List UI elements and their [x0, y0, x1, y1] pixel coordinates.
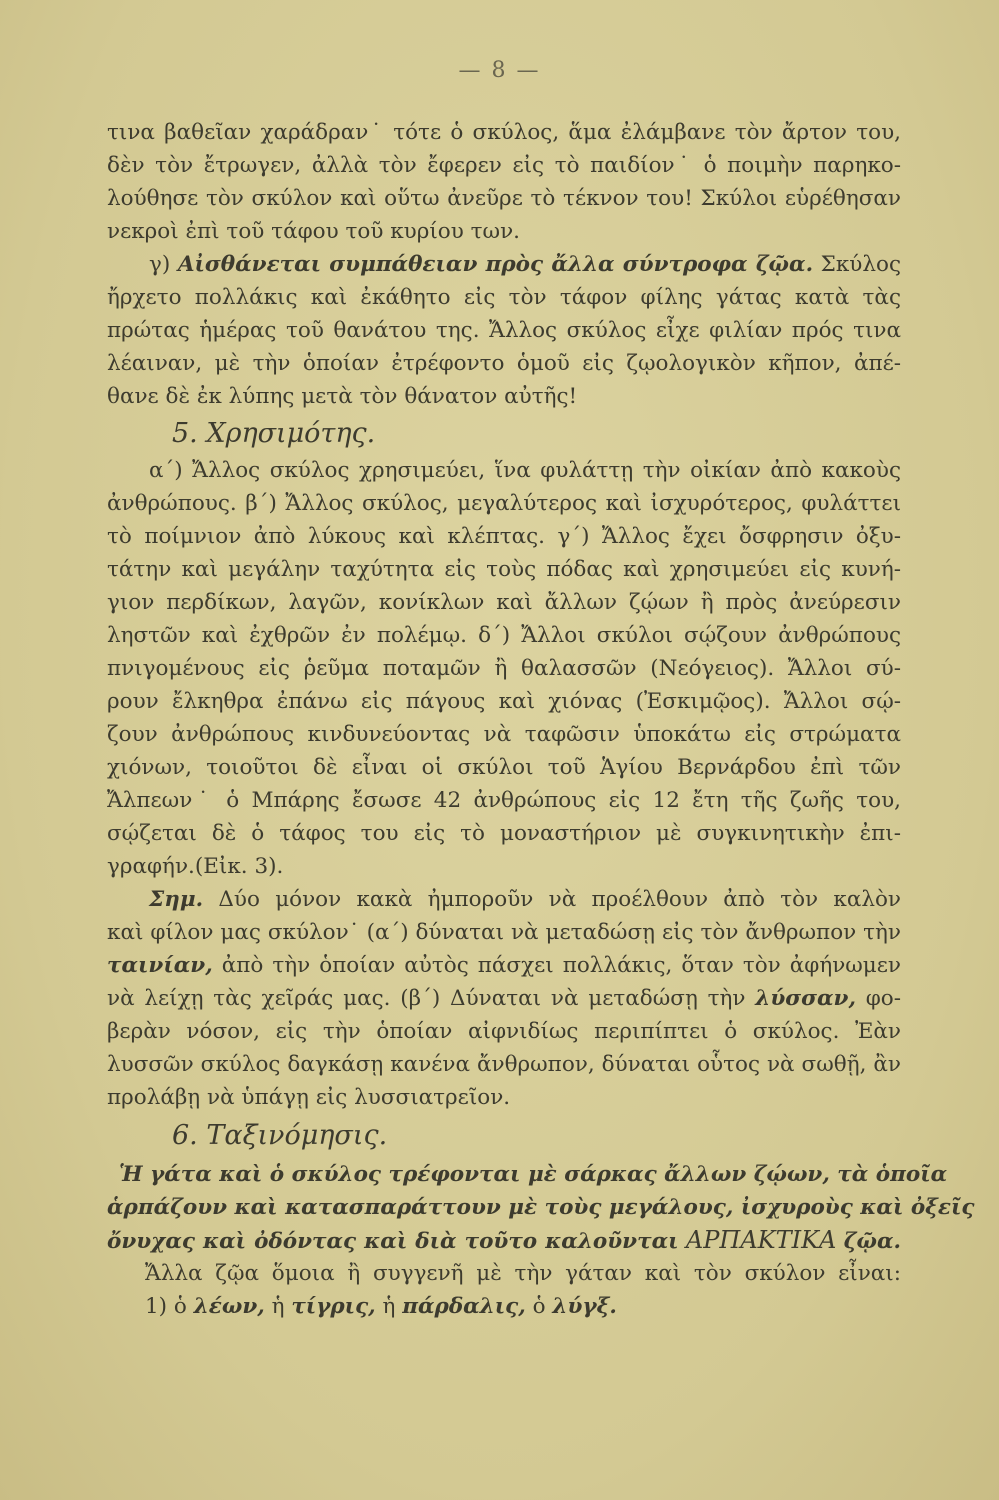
- text-line: βερὰν νόσον, εἰς τὴν ὁποίαν αἰφνιδίως περιπίπτει ὁ σκύλος. Ἐὰν: [107, 1019, 901, 1044]
- text-line: Ἄλλα ζῷα ὅμοια ἢ συγγενῆ μὲ τὴν γάταν καὶ τὸν σκύλον εἶναι:: [145, 1261, 901, 1286]
- text: ὁ: [532, 1294, 546, 1319]
- text-line: σῴζεται δὲ ὁ τάφος του εἰς τὸ μοναστήριον μὲ συγκινητικὴν ἐπι-: [107, 821, 901, 846]
- text-line: χιόνων, τοιοῦτοι δὲ εἶναι οἱ σκύλοι τοῦ Ἁγίου Βερνάρδου ἐπὶ τῶν: [107, 755, 901, 780]
- text-line: προλάβῃ νὰ ὑπάγῃ εἰς λυσσιατρεῖον.: [107, 1085, 511, 1110]
- text: ἀπὸ τὴν ὁποίαν αὐτὸς πάσχει πολλάκις, ὅταν τὸν ἀφήνωμεν: [221, 953, 901, 978]
- bold-term: ταινίαν,: [107, 953, 213, 978]
- text-line: καὶ φίλον μας σκύλον˙ (α΄) δύναται νὰ μεταδώσῃ εἰς τὸν ἄνθρωπον τὴν: [107, 920, 901, 945]
- text: ἡ: [271, 1294, 285, 1319]
- text: ὄνυχας καὶ ὀδόντας καὶ διὰ τοῦτο καλοῦνται: [107, 1229, 679, 1254]
- animal-name: λέων,: [193, 1294, 265, 1319]
- text-line: ἤρχετο πολλάκις καὶ ἐκάθητο εἰς τὸν τάφον φίλης γάτας κατὰ τὰς: [107, 285, 901, 310]
- text-line: λούθησε τὸν σκύλον καὶ οὕτω ἀνεῦρε τὸ τέκνον του! Σκύλοι εὑρέθησαν: [107, 186, 901, 211]
- text-line: Ἄλπεων˙ ὁ Μπάρης ἔσωσε 42 ἀνθρώπους εἰς 12 ἔτη τῆς ζωῆς του,: [107, 788, 901, 813]
- text-line: [107, 1290, 901, 1323]
- section-heading-5: 5. Χρησιμότης.: [172, 418, 376, 449]
- text-line: δὲν τὸν ἔτρωγεν, ἀλλὰ τὸν ἔφερεν εἰς τὸ παιδίον˙ ὁ ποιμὴν παρηκο-: [107, 153, 901, 178]
- caps-term: ΑΡΠΑΚΤΙΚΑ: [685, 1226, 837, 1254]
- text-line: θανε δὲ ἐκ λύπης μετὰ τὸν θάνατον αὐτῆς!: [107, 384, 578, 409]
- text-line: γραφήν.(Εἰκ. 3).: [107, 854, 284, 879]
- text: ζῷα.: [843, 1229, 901, 1254]
- text: Σκύλος: [820, 252, 901, 277]
- text: φο-: [865, 986, 902, 1011]
- text-line: λέαιναν, μὲ τὴν ὁποίαν ἐτρέφοντο ὁμοῦ εἰς ζῳολογικὸν κῆπον, ἀπέ-: [107, 351, 901, 376]
- animal-name: λύγξ.: [552, 1294, 617, 1319]
- text-line: Ἡ γάτα καὶ ὁ σκύλος τρέφονται μὲ σάρκας ἄλλων ζῴων, τὰ ὁποῖα: [119, 1162, 948, 1187]
- text-line: ἀνθρώπους. β΄) Ἄλλος σκύλος, μεγαλύτερος καὶ ἰσχυρότερος, φυλάττει: [107, 491, 901, 516]
- text-line: τινα βαθεῖαν χαράδραν˙ τότε ὁ σκύλος, ἅμα ἐλάμβανε τὸν ἄρτον του,: [107, 120, 901, 145]
- animal-name: τίγρις,: [291, 1294, 376, 1319]
- text-line: τάτην καὶ μεγάλην ταχύτητα εἰς τοὺς πόδας καὶ χρησιμεύει εἰς κυνή-: [107, 557, 901, 582]
- bold-heading: Αἰσθάνεται συμπάθειαν πρὸς ἄλλα σύντροφα ζῷα.: [177, 252, 814, 277]
- text-line: ρουν ἔλκηθρα ἐπάνω εἰς πάγους καὶ χιόνας (Ἐσκιμῷος). Ἄλλοι σῴ-: [107, 689, 901, 714]
- text: ἡ: [382, 1294, 396, 1319]
- text-line: α΄) Ἄλλος σκύλος χρησιμεύει, ἵνα φυλάττῃ τὴν οἰκίαν ἀπὸ κακοὺς: [149, 458, 901, 483]
- text-line: λυσσῶν σκύλος δαγκάσῃ κανένα ἄνθρωπον, δύναται οὗτος νὰ σωθῇ, ἂν: [107, 1052, 901, 1077]
- note-line: [107, 883, 901, 916]
- text-line: ζουν ἀνθρώπους κινδυνεύοντας νὰ ταφῶσιν ὑποκάτω εἰς στρώματα: [107, 722, 901, 747]
- section-heading-6: 6. Ταξινόμησις.: [172, 1120, 388, 1151]
- text-line: [107, 248, 901, 281]
- bold-term: λύσσαν,: [755, 986, 856, 1011]
- text-line: [107, 949, 901, 982]
- text-line: γιον περδίκων, λαγῶν, κονίκλων καὶ ἄλλων ζῴων ἢ πρὸς ἀνεύρεσιν: [107, 590, 901, 615]
- section-5-body: [107, 454, 901, 1114]
- section-6-body: [107, 1158, 975, 1323]
- text-line: πνιγομένους εἰς ῥεῦμα ποταμῶν ἢ θαλασσῶν (Νεόγειος). Ἄλλοι σύ-: [107, 656, 901, 681]
- text: 1) ὁ: [145, 1294, 187, 1319]
- text-line: νεκροὶ ἐπὶ τοῦ τάφου τοῦ κυρίου των.: [107, 219, 520, 244]
- paragraph-continuation: [107, 116, 901, 413]
- text-line: τὸ ποίμνιον ἀπὸ λύκους καὶ κλέπτας. γ΄) Ἄλλος ἔχει ὄσφρησιν ὀξυ-: [107, 524, 901, 549]
- item-label: γ): [149, 252, 171, 277]
- page-number: — 8 —: [458, 58, 541, 83]
- note-label: Σημ.: [149, 887, 204, 912]
- text-line: ἁρπάζουν καὶ κατασπαράττουν μὲ τοὺς μεγάλους, ἰσχυροὺς καὶ ὀξεῖς: [107, 1195, 975, 1220]
- text-line: [107, 1224, 901, 1257]
- text-line: ληστῶν καὶ ἐχθρῶν ἐν πολέμῳ. δ΄) Ἄλλοι σκύλοι σῴζουν ἀνθρώπους: [107, 623, 901, 648]
- text-line: πρώτας ἡμέρας τοῦ θανάτου της. Ἄλλος σκύλος εἶχε φιλίαν πρός τινα: [107, 318, 901, 343]
- text-line: [107, 982, 901, 1015]
- text: νὰ λείχῃ τὰς χεῖράς μας. (β΄) Δύναται νὰ μεταδώσῃ τὴν: [107, 986, 746, 1011]
- animal-name: πάρδαλις,: [402, 1294, 526, 1319]
- text: Δύο μόνον κακὰ ἠμποροῦν νὰ προέλθουν ἀπὸ τὸν καλὸν: [218, 887, 901, 912]
